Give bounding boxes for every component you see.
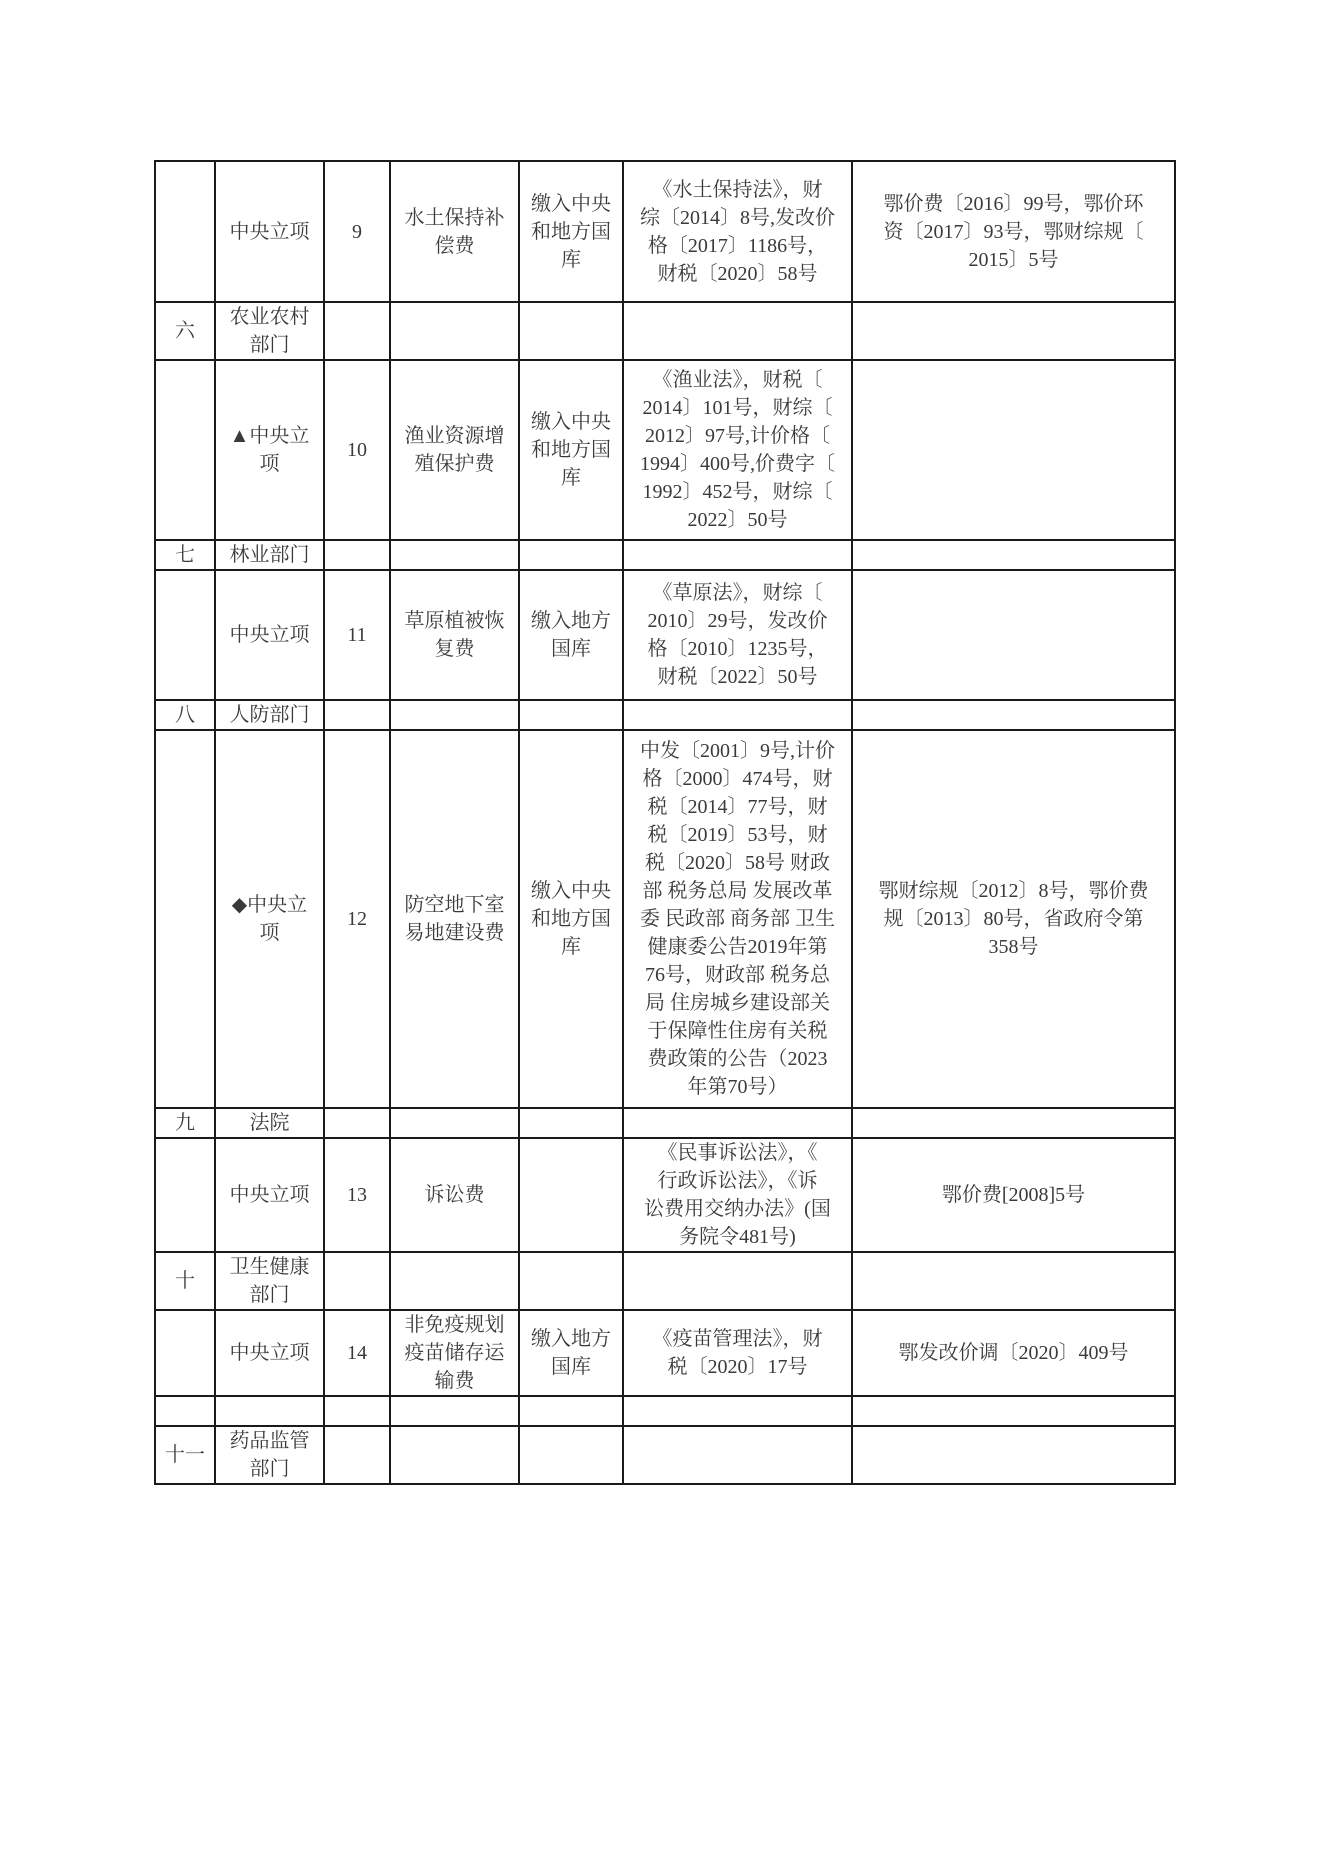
treasury-cell: [519, 1396, 623, 1426]
category-cell: 法院: [215, 1108, 324, 1138]
item-number-cell: [324, 1108, 390, 1138]
section-index-cell: 七: [155, 540, 215, 570]
provincial-basis-cell: [852, 1396, 1175, 1426]
section-index-cell: 九: [155, 1108, 215, 1138]
table-row: [155, 360, 1175, 540]
provincial-basis-cell: 鄂发改价调〔2020〕409号: [852, 1310, 1175, 1396]
central-basis-cell: [623, 1426, 852, 1484]
fee-name-cell: 防空地下室 易地建设费: [390, 730, 519, 1108]
treasury-cell: [519, 1108, 623, 1138]
provincial-basis-cell: 鄂财综规〔2012〕8号，鄂价费 规〔2013〕80号，省政府令第 358号: [852, 730, 1175, 1108]
table-row: [155, 730, 1175, 1108]
section-index-cell: [155, 161, 215, 302]
item-number-cell: 11: [324, 570, 390, 700]
item-number-cell: [324, 700, 390, 730]
table-row: [155, 1138, 1175, 1252]
table-row: [155, 1252, 1175, 1310]
central-basis-cell: [623, 302, 852, 360]
treasury-cell: [519, 1138, 623, 1252]
item-number-cell: [324, 1426, 390, 1484]
section-index-cell: 八: [155, 700, 215, 730]
section-index-cell: 六: [155, 302, 215, 360]
central-basis-cell: [623, 1252, 852, 1310]
fee-name-cell: 非免疫规划 疫苗储存运 输费: [390, 1310, 519, 1396]
fee-name-cell: [390, 1252, 519, 1310]
provincial-basis-cell: 鄂价费〔2016〕99号，鄂价环 资〔2017〕93号，鄂财综规〔 2015〕5号: [852, 161, 1175, 302]
treasury-cell: [519, 1426, 623, 1484]
treasury-cell: 缴入中央 和地方国 库: [519, 161, 623, 302]
section-index-cell: [155, 1396, 215, 1426]
provincial-basis-cell: [852, 700, 1175, 730]
provincial-basis-cell: [852, 1108, 1175, 1138]
category-cell: 林业部门: [215, 540, 324, 570]
fee-name-cell: [390, 1108, 519, 1138]
item-number-cell: 9: [324, 161, 390, 302]
category-cell: [215, 1396, 324, 1426]
table-row: [155, 1396, 1175, 1426]
treasury-cell: 缴入地方 国库: [519, 1310, 623, 1396]
central-basis-cell: 《疫苗管理法》，财 税〔2020〕17号: [623, 1310, 852, 1396]
section-index-cell: [155, 730, 215, 1108]
fee-name-cell: 草原植被恢 复费: [390, 570, 519, 700]
table-row: [155, 302, 1175, 360]
fee-name-cell: 水土保持补 偿费: [390, 161, 519, 302]
table-row: [155, 1310, 1175, 1396]
item-number-cell: [324, 1396, 390, 1426]
item-number-cell: [324, 302, 390, 360]
treasury-cell: 缴入中央 和地方国 库: [519, 730, 623, 1108]
section-index-cell: 十一: [155, 1426, 215, 1484]
item-number-cell: 10: [324, 360, 390, 540]
fee-name-cell: [390, 302, 519, 360]
central-basis-cell: [623, 1108, 852, 1138]
central-basis-cell: [623, 700, 852, 730]
category-cell: 人防部门: [215, 700, 324, 730]
central-basis-cell: 中发〔2001〕9号,计价 格〔2000〕474号，财 税〔2014〕77号，财 税〔2019〕53号，财 税〔2020〕58号 财政 部 税务总局 发展改革 委 民政部 商务部 卫生 健康委公告2019年第 76号，财政部 税务总 局 住房城乡建设部关 于保障性住房有关税 费政策的公告（2023 年第70号）: [623, 730, 852, 1108]
section-index-cell: [155, 1138, 215, 1252]
item-number-cell: 13: [324, 1138, 390, 1252]
item-number-cell: 12: [324, 730, 390, 1108]
central-basis-cell: 《民事诉讼法》，《 行政诉讼法》，《诉 讼费用交纳办法》(国 务院令481号): [623, 1138, 852, 1252]
category-cell: 药品监管 部门: [215, 1426, 324, 1484]
provincial-basis-cell: [852, 1252, 1175, 1310]
category-cell: ▲中央立 项: [215, 360, 324, 540]
provincial-basis-cell: [852, 540, 1175, 570]
central-basis-cell: [623, 1396, 852, 1426]
table-row: [155, 540, 1175, 570]
section-index-cell: 十: [155, 1252, 215, 1310]
treasury-cell: 缴入中央 和地方国 库: [519, 360, 623, 540]
section-index-cell: [155, 570, 215, 700]
provincial-basis-cell: [852, 1426, 1175, 1484]
provincial-basis-cell: 鄂价费[2008]5号: [852, 1138, 1175, 1252]
table-row: [155, 1426, 1175, 1484]
treasury-cell: [519, 540, 623, 570]
central-basis-cell: 《渔业法》，财税〔 2014〕101号，财综〔 2012〕97号,计价格〔 1994〕400号,价费字〔 1992〕452号，财综〔 2022〕50号: [623, 360, 852, 540]
item-number-cell: 14: [324, 1310, 390, 1396]
central-basis-cell: 《草原法》，财综〔 2010〕29号，发改价 格〔2010〕1235号， 财税〔2022〕50号: [623, 570, 852, 700]
category-cell: 中央立项: [215, 570, 324, 700]
central-basis-cell: 《水土保持法》，财 综〔2014〕8号,发改价 格〔2017〕1186号， 财税〔2020〕58号: [623, 161, 852, 302]
fee-name-cell: [390, 700, 519, 730]
fee-name-cell: [390, 540, 519, 570]
section-index-cell: [155, 1310, 215, 1396]
category-cell: 中央立项: [215, 161, 324, 302]
item-number-cell: [324, 1252, 390, 1310]
table-row: [155, 570, 1175, 700]
fee-table: [154, 160, 1176, 1485]
provincial-basis-cell: [852, 570, 1175, 700]
fee-name-cell: 诉讼费: [390, 1138, 519, 1252]
treasury-cell: [519, 1252, 623, 1310]
central-basis-cell: [623, 540, 852, 570]
treasury-cell: [519, 302, 623, 360]
fee-name-cell: [390, 1396, 519, 1426]
category-cell: 中央立项: [215, 1138, 324, 1252]
fee-name-cell: [390, 1426, 519, 1484]
category-cell: ◆中央立 项: [215, 730, 324, 1108]
table-row: [155, 700, 1175, 730]
provincial-basis-cell: [852, 302, 1175, 360]
category-cell: 农业农村 部门: [215, 302, 324, 360]
fee-name-cell: 渔业资源增 殖保护费: [390, 360, 519, 540]
table-row: [155, 1108, 1175, 1138]
treasury-cell: [519, 700, 623, 730]
category-cell: 中央立项: [215, 1310, 324, 1396]
section-index-cell: [155, 360, 215, 540]
treasury-cell: 缴入地方 国库: [519, 570, 623, 700]
provincial-basis-cell: [852, 360, 1175, 540]
table-row: [155, 161, 1175, 302]
item-number-cell: [324, 540, 390, 570]
category-cell: 卫生健康 部门: [215, 1252, 324, 1310]
